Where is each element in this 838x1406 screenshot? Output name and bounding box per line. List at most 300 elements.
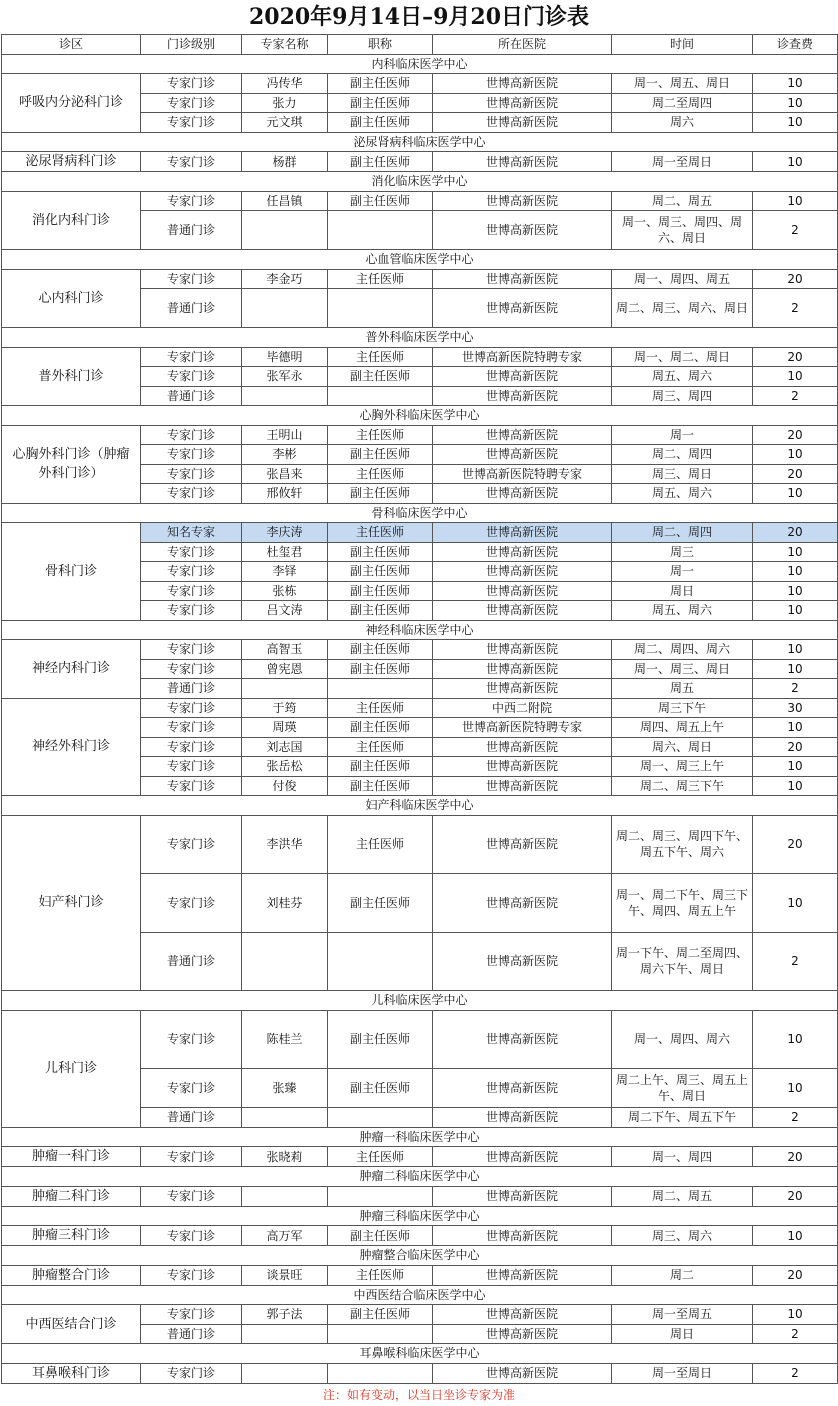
doctor-title-cell: 副主任医师 [328,1069,433,1108]
doctor-title-cell: 副主任医师 [328,757,433,777]
hospital-cell: 世博高新医院 [433,1265,612,1285]
level-cell: 专家门诊 [141,1226,242,1246]
hospital-cell: 世博高新医院 [433,152,612,172]
doctor-name-cell: 冯传华 [242,74,328,94]
doctor-title-cell: 主任医师 [328,425,433,445]
area-cell: 肿瘤一科门诊 [2,1147,141,1167]
doctor-title-cell: 主任医师 [328,698,433,718]
level-cell: 专家门诊 [141,113,242,133]
hospital-cell: 世博高新医院 [433,425,612,445]
fee-cell: 20 [753,1265,838,1285]
doctor-title-cell: 副主任医师 [328,1226,433,1246]
header-cell: 职称 [328,35,433,55]
hospital-cell: 世博高新医院 [433,874,612,933]
fee-cell: 2 [753,211,838,250]
time-cell: 周三、周六 [612,1226,753,1246]
level-cell: 专家门诊 [141,659,242,679]
area-cell: 心内科门诊 [2,269,141,328]
doctor-name-cell: 付俊 [242,776,328,796]
table-row [2,1186,838,1206]
doctor-name-cell [242,289,328,328]
table-row [2,152,838,172]
section-row [2,1344,838,1364]
time-cell: 周一至周日 [612,152,753,172]
level-cell: 专家门诊 [141,1265,242,1285]
fee-cell: 20 [753,815,838,874]
doctor-name-cell: 李彬 [242,445,328,465]
doctor-title-cell: 副主任医师 [328,74,433,94]
time-cell: 周六、周日 [612,737,753,757]
hospital-cell: 世博高新医院 [433,289,612,328]
level-cell: 专家门诊 [141,1363,242,1383]
area-cell: 普外科门诊 [2,347,141,406]
fee-cell: 10 [753,640,838,660]
section-row [2,503,838,523]
level-cell: 知名专家 [141,523,242,543]
fee-cell: 10 [753,581,838,601]
time-cell: 周二下午、周五下午 [612,1108,753,1128]
level-cell: 专家门诊 [141,562,242,582]
doctor-name-cell [242,1324,328,1344]
section-row [2,1206,838,1226]
level-cell: 普通门诊 [141,1108,242,1128]
section-title: 内科临床医学中心 [2,54,838,74]
hospital-cell: 世博高新医院 [433,445,612,465]
fee-cell: 10 [753,1069,838,1108]
hospital-cell: 世博高新医院 [433,757,612,777]
level-cell: 专家门诊 [141,581,242,601]
fee-cell: 10 [753,601,838,621]
doctor-title-cell: 副主任医师 [328,191,433,211]
hospital-cell: 世博高新医院 [433,74,612,94]
doctor-name-cell [242,1186,328,1206]
doctor-title-cell: 副主任医师 [328,484,433,504]
doctor-title-cell [328,679,433,699]
fee-cell: 10 [753,776,838,796]
doctor-title-cell [328,289,433,328]
doctor-name-cell: 高智玉 [242,640,328,660]
section-row [2,620,838,640]
doctor-name-cell: 李洪华 [242,815,328,874]
level-cell: 专家门诊 [141,542,242,562]
doctor-title-cell [328,1363,433,1383]
hospital-cell: 世博高新医院 [433,679,612,699]
table-row [2,698,838,718]
time-cell: 周一、周三、周日 [612,659,753,679]
time-cell: 周一、周五、周日 [612,74,753,94]
fee-cell: 10 [753,484,838,504]
section-title: 心胸外科临床医学中心 [2,406,838,426]
section-row [2,1167,838,1187]
table-row [2,74,838,94]
time-cell: 周五、周六 [612,484,753,504]
hospital-cell: 世博高新医院 [433,93,612,113]
fee-cell: 2 [753,1324,838,1344]
doctor-name-cell: 陈桂兰 [242,1010,328,1069]
header-cell: 时间 [612,35,753,55]
doctor-name-cell: 张晓莉 [242,1147,328,1167]
table-row [2,1226,838,1246]
doctor-title-cell: 副主任医师 [328,776,433,796]
doctor-title-cell: 主任医师 [328,269,433,289]
hospital-cell: 世博高新医院特聘专家 [433,464,612,484]
time-cell: 周五、周六 [612,367,753,387]
doctor-title-cell: 主任医师 [328,815,433,874]
doctor-title-cell: 主任医师 [328,523,433,543]
table-row [2,425,838,445]
doctor-name-cell: 刘桂芬 [242,874,328,933]
doctor-name-cell: 王明山 [242,425,328,445]
doctor-title-cell: 副主任医师 [328,659,433,679]
section-row [2,54,838,74]
hospital-cell: 世博高新医院 [433,659,612,679]
section-title: 泌尿肾病科临床医学中心 [2,132,838,152]
time-cell: 周六 [612,113,753,133]
time-cell: 周四、周五上午 [612,718,753,738]
doctor-name-cell: 杨群 [242,152,328,172]
section-title: 妇产科临床医学中心 [2,796,838,816]
time-cell: 周一、周二下午、周三下午、周四、周五上午 [612,874,753,933]
doctor-name-cell: 周瑛 [242,718,328,738]
fee-cell: 10 [753,113,838,133]
area-cell: 神经外科门诊 [2,698,141,796]
time-cell: 周二上午、周三、周五上午、周日 [612,1069,753,1108]
doctor-name-cell: 张臻 [242,1069,328,1108]
hospital-cell: 世博高新医院 [433,1010,612,1069]
area-cell: 妇产科门诊 [2,815,141,991]
hospital-cell: 世博高新医院 [433,1147,612,1167]
section-title: 心血管临床医学中心 [2,250,838,270]
section-row [2,250,838,270]
level-cell: 专家门诊 [141,269,242,289]
level-cell: 专家门诊 [141,757,242,777]
header-cell: 诊区 [2,35,141,55]
area-cell: 肿瘤整合门诊 [2,1265,141,1285]
doctor-title-cell: 副主任医师 [328,542,433,562]
time-cell: 周一、周三上午 [612,757,753,777]
area-cell: 耳鼻喉科门诊 [2,1363,141,1383]
level-cell: 专家门诊 [141,367,242,387]
doctor-name-cell: 张岳松 [242,757,328,777]
area-cell: 肿瘤三科门诊 [2,1226,141,1246]
doctor-title-cell: 副主任医师 [328,367,433,387]
section-title: 中西医结合临床医学中心 [2,1285,838,1305]
time-cell: 周三、周四 [612,386,753,406]
time-cell: 周日 [612,1324,753,1344]
doctor-name-cell [242,1363,328,1383]
hospital-cell: 世博高新医院 [433,1108,612,1128]
doctor-title-cell: 副主任医师 [328,152,433,172]
section-title: 耳鼻喉科临床医学中心 [2,1344,838,1364]
doctor-name-cell [242,386,328,406]
fee-cell: 10 [753,74,838,94]
fee-cell: 10 [753,659,838,679]
time-cell: 周二至周四 [612,93,753,113]
area-cell: 泌尿肾病科门诊 [2,152,141,172]
hospital-cell: 世博高新医院 [433,1069,612,1108]
level-cell: 专家门诊 [141,152,242,172]
fee-cell: 2 [753,1363,838,1383]
level-cell: 普通门诊 [141,932,242,991]
time-cell: 周一 [612,425,753,445]
fee-cell: 2 [753,289,838,328]
fee-cell: 2 [753,679,838,699]
time-cell: 周一至周五 [612,1305,753,1325]
area-cell: 神经内科门诊 [2,640,141,699]
time-cell: 周五 [612,679,753,699]
hospital-cell: 世博高新医院 [433,601,612,621]
hospital-cell: 世博高新医院 [433,640,612,660]
fee-cell: 30 [753,698,838,718]
level-cell: 专家门诊 [141,93,242,113]
doctor-title-cell [328,211,433,250]
fee-cell: 20 [753,523,838,543]
doctor-name-cell: 元文琪 [242,113,328,133]
area-cell: 骨科门诊 [2,523,141,621]
time-cell: 周二、周三下午 [612,776,753,796]
hospital-cell: 世博高新医院特聘专家 [433,347,612,367]
level-cell: 专家门诊 [141,1069,242,1108]
time-cell: 周一、周四 [612,1147,753,1167]
level-cell: 专家门诊 [141,874,242,933]
section-title: 普外科临床医学中心 [2,328,838,348]
level-cell: 普通门诊 [141,289,242,328]
doctor-name-cell: 刘志国 [242,737,328,757]
time-cell: 周三 [612,542,753,562]
doctor-name-cell: 杜玺君 [242,542,328,562]
section-title: 肿瘤一科临床医学中心 [2,1127,838,1147]
doctor-title-cell: 副主任医师 [328,1305,433,1325]
doctor-name-cell: 毕德明 [242,347,328,367]
hospital-cell: 世博高新医院 [433,523,612,543]
section-row [2,991,838,1011]
level-cell: 专家门诊 [141,74,242,94]
section-row [2,1285,838,1305]
doctor-name-cell: 任昌镇 [242,191,328,211]
level-cell: 专家门诊 [141,1147,242,1167]
area-cell: 心胸外科门诊（肿瘤外科门诊） [2,425,141,503]
fee-cell: 2 [753,932,838,991]
hospital-cell: 世博高新医院 [433,269,612,289]
schedule-body [2,54,838,1383]
hospital-cell: 世博高新医院 [433,776,612,796]
hospital-cell: 世博高新医院 [433,367,612,387]
hospital-cell: 中西二附院 [433,698,612,718]
fee-cell: 10 [753,93,838,113]
hospital-cell: 世博高新医院 [433,815,612,874]
table-row [2,191,838,211]
hospital-cell: 世博高新医院 [433,484,612,504]
level-cell: 专家门诊 [141,640,242,660]
doctor-title-cell: 副主任医师 [328,93,433,113]
doctor-name-cell: 吕文涛 [242,601,328,621]
section-row [2,1127,838,1147]
hospital-cell: 世博高新医院 [433,191,612,211]
doctor-name-cell: 谈景旺 [242,1265,328,1285]
footer-note: 注：如有变动，以当日坐诊专家为准 [322,1387,515,1402]
fee-cell: 20 [753,737,838,757]
header-cell: 诊查费 [753,35,838,55]
level-cell: 专家门诊 [141,484,242,504]
fee-cell: 10 [753,1010,838,1069]
table-row [2,269,838,289]
doctor-title-cell: 主任医师 [328,347,433,367]
table-row [2,640,838,660]
time-cell: 周一至周日 [612,1363,753,1383]
hospital-cell: 世博高新医院 [433,113,612,133]
section-row [2,796,838,816]
section-row [2,1246,838,1266]
fee-cell: 20 [753,464,838,484]
doctor-name-cell: 张栋 [242,581,328,601]
table-row [2,1265,838,1285]
time-cell: 周五、周六 [612,601,753,621]
table-row [2,1010,838,1069]
doctor-title-cell [328,1324,433,1344]
fee-cell: 10 [753,1305,838,1325]
doctor-title-cell [328,1108,433,1128]
table-row [2,1147,838,1167]
doctor-name-cell: 郭子法 [242,1305,328,1325]
level-cell: 普通门诊 [141,1324,242,1344]
doctor-name-cell: 张军永 [242,367,328,387]
doctor-name-cell [242,932,328,991]
fee-cell: 2 [753,386,838,406]
level-cell: 专家门诊 [141,776,242,796]
section-row [2,328,838,348]
doctor-name-cell [242,679,328,699]
level-cell: 专家门诊 [141,347,242,367]
fee-cell: 10 [753,152,838,172]
table-row [2,815,838,874]
time-cell: 周二 [612,1265,753,1285]
doctor-title-cell: 主任医师 [328,464,433,484]
area-cell: 儿科门诊 [2,1010,141,1127]
hospital-cell: 世博高新医院特聘专家 [433,718,612,738]
section-row [2,172,838,192]
time-cell: 周二、周三、周六、周日 [612,289,753,328]
section-title: 肿瘤三科临床医学中心 [2,1206,838,1226]
fee-cell: 10 [753,562,838,582]
doctor-title-cell: 主任医师 [328,1147,433,1167]
doctor-title-cell: 副主任医师 [328,113,433,133]
fee-cell: 20 [753,1147,838,1167]
hospital-cell: 世博高新医院 [433,562,612,582]
area-cell: 肿瘤二科门诊 [2,1186,141,1206]
doctor-name-cell: 曾宪恩 [242,659,328,679]
header-row [2,35,838,55]
time-cell: 周一、周二、周日 [612,347,753,367]
time-cell: 周一、周四、周五 [612,269,753,289]
time-cell: 周一 [612,562,753,582]
doctor-name-cell: 于筠 [242,698,328,718]
level-cell: 专家门诊 [141,464,242,484]
table-row [2,347,838,367]
level-cell: 专家门诊 [141,191,242,211]
doctor-title-cell: 副主任医师 [328,445,433,465]
hospital-cell: 世博高新医院 [433,1324,612,1344]
fee-cell: 10 [753,191,838,211]
doctor-title-cell [328,932,433,991]
time-cell: 周一、周四、周六 [612,1010,753,1069]
hospital-cell: 世博高新医院 [433,737,612,757]
doctor-title-cell: 主任医师 [328,1265,433,1285]
hospital-cell: 世博高新医院 [433,542,612,562]
doctor-name-cell [242,211,328,250]
schedule-table [1,34,838,1384]
doctor-name-cell: 高万军 [242,1226,328,1246]
hospital-cell: 世博高新医院 [433,932,612,991]
time-cell: 周二、周五 [612,1186,753,1206]
area-cell: 中西医结合门诊 [2,1305,141,1344]
time-cell: 周一、周三、周四、周六、周日 [612,211,753,250]
time-cell: 周一下午、周二至周四、周六下午、周日 [612,932,753,991]
level-cell: 普通门诊 [141,386,242,406]
section-title: 消化临床医学中心 [2,172,838,192]
header-cell: 专家名称 [242,35,328,55]
area-cell: 呼吸内分泌科门诊 [2,74,141,133]
section-title: 神经科临床医学中心 [2,620,838,640]
time-cell: 周三下午 [612,698,753,718]
hospital-cell: 世博高新医院 [433,1305,612,1325]
fee-cell: 20 [753,425,838,445]
doctor-title-cell: 副主任医师 [328,640,433,660]
doctor-title-cell: 副主任医师 [328,581,433,601]
doctor-name-cell: 张力 [242,93,328,113]
level-cell: 专家门诊 [141,737,242,757]
time-cell: 周二、周五 [612,191,753,211]
level-cell: 专家门诊 [141,601,242,621]
section-title: 儿科临床医学中心 [2,991,838,1011]
section-title: 肿瘤整合临床医学中心 [2,1246,838,1266]
fee-cell: 10 [753,1226,838,1246]
doctor-title-cell: 主任医师 [328,737,433,757]
fee-cell: 10 [753,367,838,387]
page-title: 2020年9月14日–9月20日门诊表 [248,4,590,30]
time-cell: 周二、周四、周六 [612,640,753,660]
section-row [2,132,838,152]
area-cell: 消化内科门诊 [2,191,141,250]
fee-cell: 20 [753,347,838,367]
level-cell: 专家门诊 [141,425,242,445]
header-cell: 所在医院 [433,35,612,55]
time-cell: 周二、周四 [612,445,753,465]
section-title: 肿瘤二科临床医学中心 [2,1167,838,1187]
doctor-name-cell: 张昌来 [242,464,328,484]
level-cell: 专家门诊 [141,718,242,738]
doctor-title-cell [328,386,433,406]
time-cell: 周二、周三、周四下午、周五下午、周六 [612,815,753,874]
doctor-title-cell: 副主任医师 [328,601,433,621]
level-cell: 专家门诊 [141,1186,242,1206]
fee-cell: 20 [753,1186,838,1206]
doctor-title-cell [328,1186,433,1206]
level-cell: 专家门诊 [141,698,242,718]
doctor-name-cell: 邢攸轩 [242,484,328,504]
hospital-cell: 世博高新医院 [433,581,612,601]
section-title: 骨科临床医学中心 [2,503,838,523]
section-row [2,406,838,426]
doctor-title-cell: 副主任医师 [328,562,433,582]
level-cell: 普通门诊 [141,679,242,699]
time-cell: 周二、周四 [612,523,753,543]
table-row [2,1363,838,1383]
fee-cell: 10 [753,445,838,465]
time-cell: 周日 [612,581,753,601]
time-cell: 周三、周日 [612,464,753,484]
doctor-name-cell: 李铎 [242,562,328,582]
level-cell: 专家门诊 [141,1305,242,1325]
